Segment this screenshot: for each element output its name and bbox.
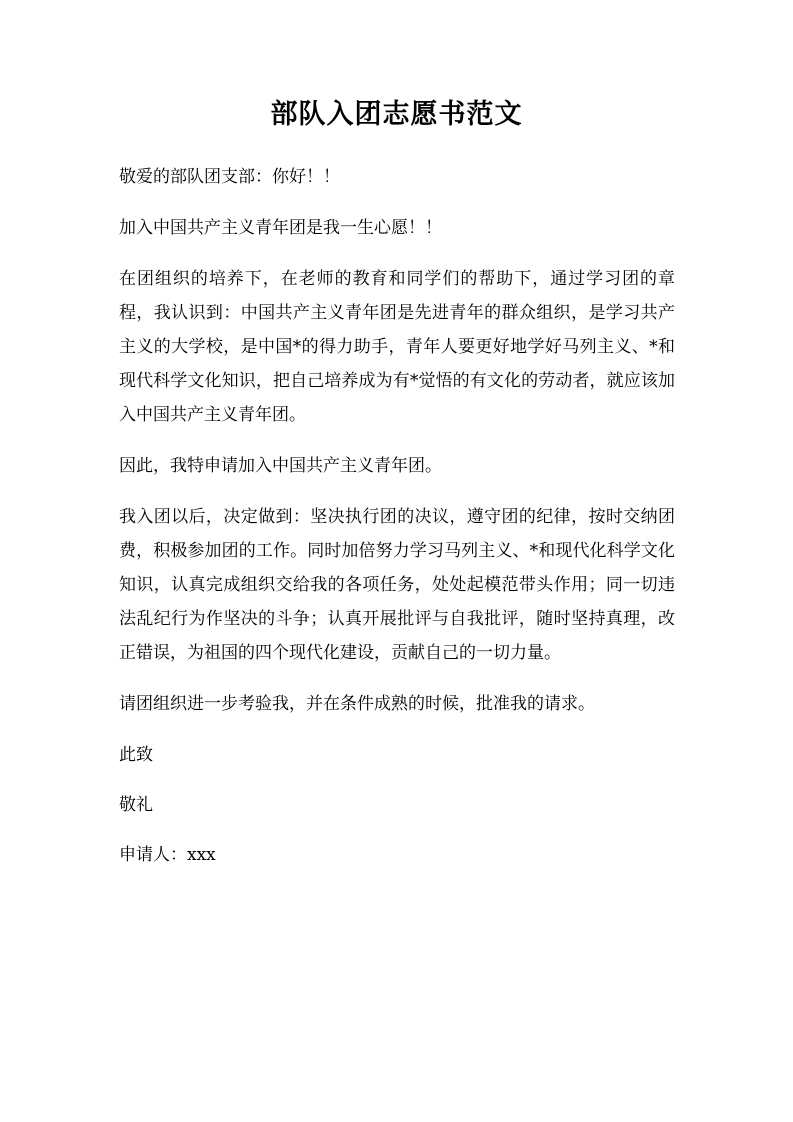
body-paragraph-understanding: 在团组织的培养下，在老师的教育和同学们的帮助下，通过学习团的章程，我认识到：中国共产主义青年团是先进青年的群众组织，是学习共产主义的大学校，是中国*的得力助手，青年人要更好地学好马列主义、*和现代科学文化知识，把自己培养成为有*觉悟的有文化的劳动者，就应该加入中国共产主义青年团。: [119, 269, 675, 425]
page-title: 部队入团志愿书范文: [270, 99, 523, 130]
opening-statement: 加入中国共产主义青年团是我一生心愿！！: [119, 218, 442, 238]
request-statement: 请团组织进一步考验我，并在条件成熟的时候，批准我的请求。: [119, 694, 595, 714]
applicant-signature: 申请人：xxx: [119, 845, 216, 865]
closing-salute: 敬礼: [119, 795, 153, 815]
document-body: [119, 160, 675, 889]
salutation: 敬爱的部队团支部：你好！！: [119, 167, 340, 187]
application-statement: 因此，我特申请加入中国共产主义青年团。: [119, 456, 442, 476]
body-paragraph-commitment: 我入团以后，决定做到：坚决执行团的决议，遵守团的纪律，按时交纳团费，积极参加团的工作。同时加倍努力学习马列主义、*和现代化科学文化知识，认真完成组织交给我的各项任务，处处起模范带头作用；同一切违法乱纪行为作坚决的斗争；认真开展批评与自我批评，随时坚持真理，改正错误，为祖国的四个现代化建设，贡献自己的一切力量。: [119, 507, 675, 663]
closing-phrase: 此致: [119, 745, 153, 765]
